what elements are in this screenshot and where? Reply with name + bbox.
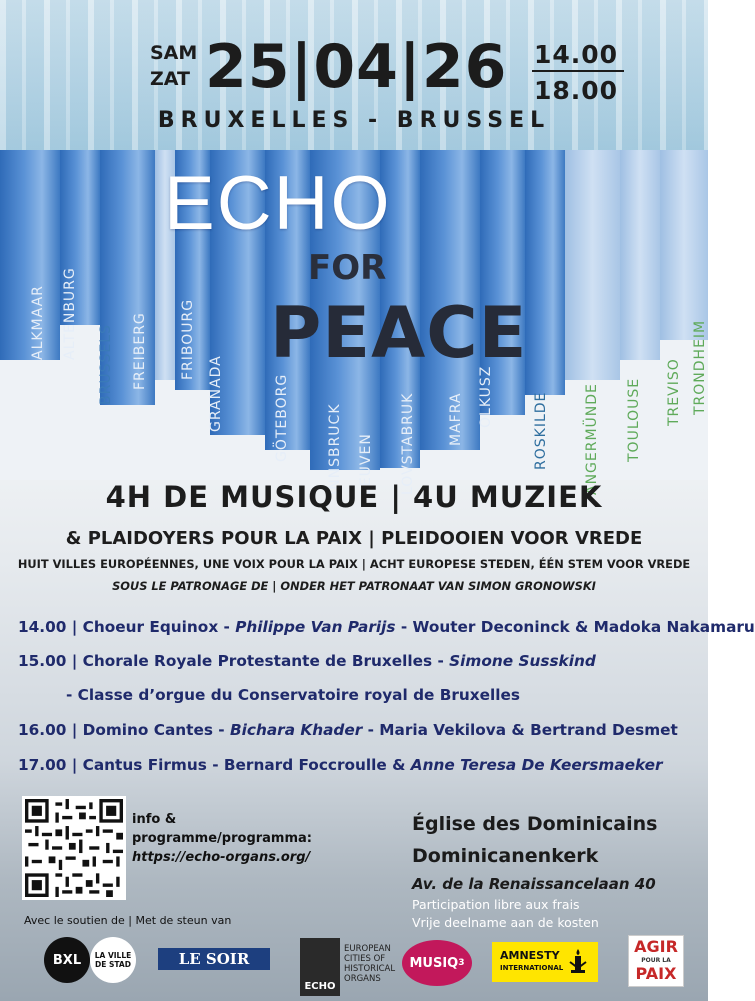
program-item: [66, 686, 520, 704]
title-for: FOR: [308, 248, 387, 288]
amnesty-text: [500, 950, 563, 974]
agir-pour-la-paix-logo: [628, 935, 684, 987]
info-label: info &: [132, 812, 177, 827]
program-text: - Classe d’orgue du Conservatoire royal de Bruxelles: [66, 686, 521, 704]
info-block: [132, 810, 312, 867]
city-label: GRANADA: [208, 355, 224, 432]
program-text: 16.00 | Domino Cantes -: [18, 721, 230, 739]
website-link[interactable]: https://echo-organs.org/: [132, 850, 311, 865]
city-label: FRIBOURG: [180, 298, 196, 380]
city-label: ROSKILDE: [533, 391, 549, 470]
city-label: BRUSSELS: [98, 324, 114, 405]
pipe: [525, 150, 565, 395]
echo-organs-text: [344, 944, 395, 984]
program-speaker: Anne Teresa De Keersmaeker: [410, 756, 663, 774]
program-text: 17.00 | Cantus Firmus - Bernard Foccroulle &: [18, 756, 411, 774]
echo-text-line: HISTORICAL: [344, 964, 396, 974]
venue-name-fr: Église des Dominicains: [412, 813, 658, 835]
le-soir-text: LE SOIR: [178, 950, 250, 968]
bxl-logo: [44, 937, 90, 983]
echo-logo-text: ECHO: [304, 981, 336, 992]
amnesty-title: AMNESTY: [500, 949, 560, 962]
city-label: ALKMAAR: [30, 285, 46, 360]
program-text: - Maria Vekilova & Bertrand Desmet: [362, 721, 678, 739]
agir-text: AGIR: [634, 937, 678, 956]
city-label: MAFRA: [448, 392, 464, 446]
venue-address: Av. de la Renaissancelaan 40: [412, 875, 656, 893]
program-item: [18, 652, 596, 670]
echo-text-line: ORGANS: [344, 974, 381, 984]
city-label: TRONDHEIM: [692, 319, 708, 415]
info-label: programme/programma:: [132, 831, 312, 846]
program-item: [18, 618, 755, 636]
plaidoyers-heading: & PLAIDOYERS POUR LA PAIX | PLEIDOOIEN VOOR VREDE: [65, 528, 643, 549]
amnesty-subtitle: INTERNATIONAL: [500, 964, 564, 972]
qr-code[interactable]: [22, 796, 126, 900]
program-item: [18, 756, 663, 774]
program-speaker: Simone Susskind: [449, 652, 596, 670]
amnesty-logo: [492, 942, 598, 982]
patronage-line: SOUS LE PATRONAGE DE | ONDER HET PATRONAAT VAN SIMON GRONOWSKI: [112, 579, 596, 593]
city-label: ALTENBURG: [62, 267, 78, 360]
candle-icon: [569, 948, 587, 976]
city-label: TOULOUSE: [626, 377, 642, 462]
paix-text: PAIX: [635, 964, 677, 983]
program-speaker: Bichara Khader: [229, 721, 363, 739]
pipe: [565, 150, 620, 380]
pour-la-text: POUR LA: [641, 957, 671, 964]
city-label: FREIBERG: [132, 312, 148, 390]
program-text: 15.00 | Chorale Royale Protestante de Bruxelles -: [18, 652, 450, 670]
pipe: [620, 150, 660, 360]
title-peace: PEACE: [270, 292, 528, 374]
city-label: LEUVEN: [358, 433, 374, 495]
participation-fr: Participation libre aux frais: [412, 897, 580, 912]
qr-code-icon: [25, 799, 123, 897]
time-start: 14.00: [534, 40, 619, 69]
city-label: LOVSTABRUK: [400, 392, 416, 495]
day-nl: ZAT: [150, 68, 190, 90]
echo-organs-logo: [300, 938, 340, 996]
stad-text: DE STAD: [95, 960, 131, 969]
city-label: OLKUSZ: [478, 365, 494, 428]
event-date: 25|04|26: [205, 32, 508, 102]
program-text: 14.00 | Choeur Equinox -: [18, 618, 236, 636]
time-end: 18.00: [534, 76, 619, 105]
tagline: HUIT VILLES EUROPÉENNES, UNE VOIX POUR LA PAIX | ACHT EUROPESE STEDEN, ÉÉN STEM VOOR VREDE: [17, 557, 691, 571]
ville-de-stad-logo: [90, 937, 136, 983]
city-label: GÖTEBORG: [274, 373, 290, 462]
sponsors-label: Avec le soutien de | Met de steun van: [24, 914, 232, 927]
city-label: TREVISO: [666, 358, 682, 426]
city-label: ANGERMÜNDE: [584, 383, 600, 495]
program-text: - Wouter Deconinck & Madoka Nakamaru: [395, 618, 755, 636]
participation-nl: Vrije deelname aan de kosten: [412, 915, 599, 930]
city-label: INNSBRUCK: [327, 403, 343, 495]
pipe: [660, 150, 708, 340]
echo-text-line: CITIES OF: [344, 954, 386, 964]
musiq-text: MUSIQ: [409, 955, 459, 971]
time-divider: [532, 70, 624, 72]
day-fr: SAM: [150, 42, 198, 64]
bxl-logo-text: BXL: [52, 952, 82, 968]
echo-text-line: EUROPEAN: [344, 944, 391, 954]
city-line: BRUXELLES - BRUSSEL: [157, 108, 551, 133]
ville-text: LA VILLE: [94, 951, 132, 960]
hours-heading: 4H DE MUSIQUE | 4U MUZIEK: [105, 480, 603, 514]
musiq-sup: 3: [458, 958, 465, 968]
musiq3-logo: [402, 940, 472, 986]
venue-name-nl: Dominicanenkerk: [412, 845, 599, 867]
program-item: [18, 721, 678, 739]
le-soir-logo: [158, 948, 270, 970]
date-row: [0, 32, 708, 112]
program-speaker: Philippe Van Parijs: [235, 618, 396, 636]
title-echo: ECHO: [164, 161, 392, 246]
